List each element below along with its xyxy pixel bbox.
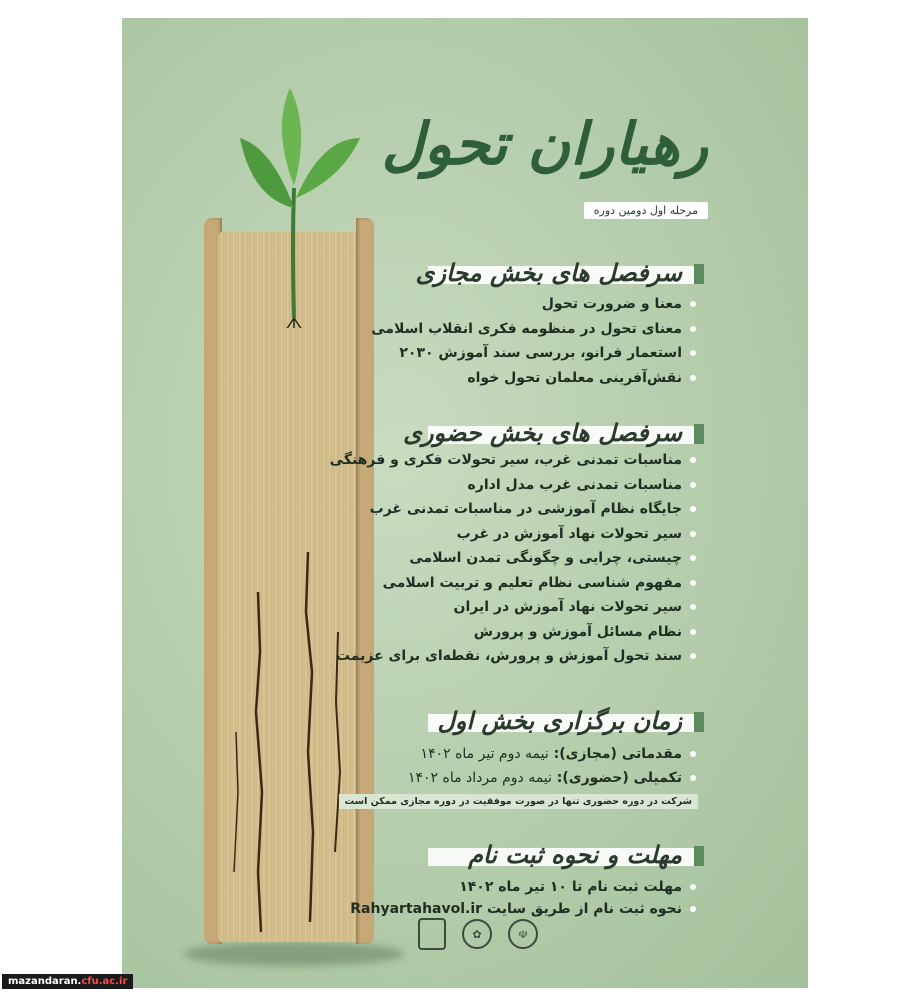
bullet-icon (690, 555, 696, 561)
list-item-label: مفهوم شناسی نظام تعلیم و تربیت اسلامی (382, 574, 682, 591)
registration-site-link[interactable]: Rahyartahavol.ir (350, 901, 483, 917)
list-item (330, 522, 696, 547)
list-item-label: معنا و ضرورت تحول (541, 296, 682, 312)
schedule-label: مقدماتی (مجازی): (553, 746, 682, 762)
schedule-row (408, 742, 696, 766)
list-item (371, 366, 696, 391)
list-item-label: سند تحول آموزش و پرورش، نقطه‌ای برای عزیمت (335, 648, 682, 664)
schedule-row (408, 766, 696, 790)
bullet-icon (690, 457, 696, 463)
watermark-prefix: mazandaran. (8, 976, 82, 987)
list-item (330, 644, 696, 669)
bullet-icon (690, 301, 696, 307)
iran-emblem-icon: ☫ (508, 919, 538, 949)
section-heading-label: مهلت و نحوه ثبت نام (468, 839, 682, 869)
list-item-label: استعمار فرانو، بررسی سند آموزش ۲۰۳۰ (399, 345, 682, 361)
book-shadow (184, 942, 404, 966)
inperson-topics-list (330, 448, 696, 669)
virtual-topics-list (371, 292, 696, 390)
schedule-value: نیمه دوم مرداد ماه ۱۴۰۲ (407, 770, 552, 786)
list-item-label: معنای تحول در منظومه فکری انقلاب اسلامی (371, 320, 682, 337)
section-heading-schedule (437, 706, 696, 734)
poster-subtitle: مرحله اول دومین دوره (584, 202, 708, 219)
list-item-label: جایگاه نظام آموزشی در مناسبات تمدنی غرب (369, 501, 682, 517)
list-item (330, 473, 696, 498)
list-item (330, 620, 696, 645)
schedule-value: نیمه دوم تیر ماه ۱۴۰۲ (420, 746, 549, 762)
list-item-label: مناسبات تمدنی غرب، سیر تحولات فکری و فرهنگی (329, 452, 682, 468)
bullet-icon (690, 604, 696, 610)
list-item (330, 546, 696, 571)
list-item (330, 448, 696, 473)
schedule-dates (408, 742, 696, 790)
registration-method (350, 898, 696, 920)
bullet-icon (690, 775, 696, 781)
section-heading-virtual (416, 258, 696, 286)
sprout-icon (232, 68, 372, 328)
list-item (371, 317, 696, 342)
bullet-icon (690, 751, 696, 757)
schedule-label: تکمیلی (حضوری): (556, 770, 682, 786)
list-item (371, 341, 696, 366)
list-item-label: چیستی، چرایی و چگونگی تمدن اسلامی (409, 550, 682, 566)
section-heading-label: زمان برگزاری بخش اول (437, 705, 682, 735)
registration-info (350, 876, 696, 920)
bullet-icon (690, 653, 696, 659)
bullet-icon (690, 350, 696, 356)
registration-deadline (350, 876, 696, 898)
registration-deadline-text: مهلت ثبت نام تا ۱۰ تیر ماه ۱۴۰۲ (459, 879, 682, 895)
section-heading-label: سرفصل های بخش حضوری (403, 417, 682, 447)
registration-method-text: نحوه ثبت نام از طریق سایت (486, 901, 682, 917)
list-item (330, 497, 696, 522)
bullet-icon (690, 906, 696, 912)
bullet-icon (690, 629, 696, 635)
bullet-icon (690, 482, 696, 488)
section-heading-inperson (403, 418, 696, 446)
list-item-label: نظام مسائل آموزش و پرورش (473, 623, 682, 640)
bullet-icon (690, 506, 696, 512)
list-item-label: سیر تحولات نهاد آموزش در ایران (453, 599, 682, 615)
bullet-icon (690, 531, 696, 537)
list-item-label: مناسبات تمدنی غرب مدل اداره (467, 476, 682, 493)
watermark-highlight: cfu.ac.ir (81, 976, 128, 987)
poster-title: رهیاران تحول (381, 110, 708, 178)
bullet-icon (690, 884, 696, 890)
sponsor-logos (418, 918, 538, 950)
section-heading-label: سرفصل های بخش مجازی (415, 257, 682, 287)
list-item-label: سیر تحولات نهاد آموزش در غرب (456, 525, 682, 542)
list-item (371, 292, 696, 317)
list-item (330, 595, 696, 620)
bullet-icon (690, 375, 696, 381)
list-item-label: نقش‌آفرینی معلمان تحول خواه (467, 369, 682, 386)
site-watermark (2, 974, 133, 989)
sponsor-emblem-icon: ✿ (462, 919, 492, 949)
list-item (330, 571, 696, 596)
poster (122, 18, 808, 988)
sponsor-logo-icon (418, 918, 446, 950)
schedule-note: شرکت در دوره حضوری تنها در صورت موفقیت در دوره مجازی ممکن است (339, 794, 698, 809)
section-heading-registration (468, 840, 696, 868)
bullet-icon (690, 326, 696, 332)
bullet-icon (690, 580, 696, 586)
